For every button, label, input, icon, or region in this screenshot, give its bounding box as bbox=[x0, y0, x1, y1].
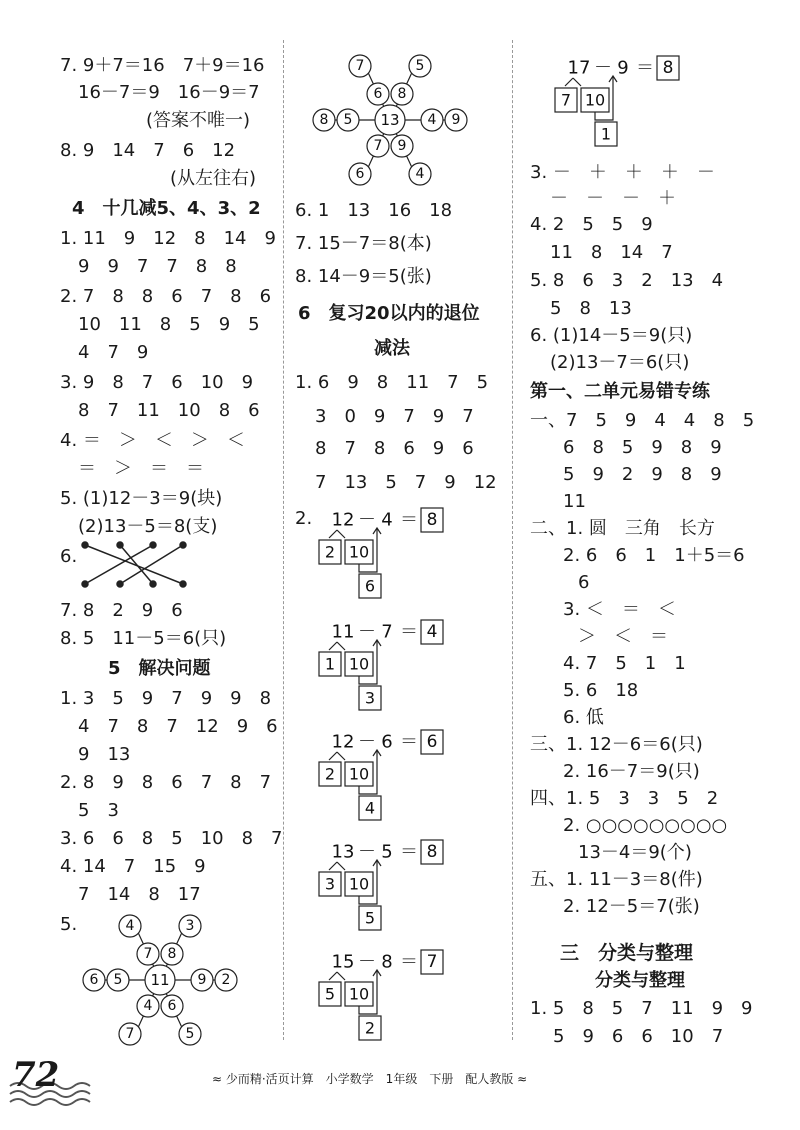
diagram-number: 11 bbox=[331, 621, 355, 643]
diagram-number: 5 bbox=[343, 112, 353, 128]
diagram-number: 7 bbox=[355, 58, 365, 74]
answer-line: 9 13 bbox=[78, 744, 131, 765]
page-footer bbox=[0, 1052, 800, 1112]
equals-sign: ＝ bbox=[400, 621, 418, 643]
answer-line: 4. 14 7 15 9 bbox=[60, 856, 206, 877]
diagram-number: 5 bbox=[381, 841, 393, 863]
diagram-number: 4 bbox=[143, 998, 153, 1014]
answer-line: 二、1. 圆 三角 长方 bbox=[530, 518, 715, 539]
answer-line: 7. 9＋7＝16 7＋9＝16 bbox=[60, 55, 265, 76]
diagram-number: 8 bbox=[426, 842, 438, 862]
answer-line: 4. 2 5 5 9 bbox=[530, 214, 653, 235]
diagram-number: 10 bbox=[348, 764, 370, 784]
answer-line: 7 13 5 7 9 12 bbox=[315, 472, 497, 493]
answer-line: 2. 16－7＝9(只) bbox=[563, 761, 700, 782]
diagram-number: 1 bbox=[600, 124, 612, 144]
diagram-number: 13 bbox=[380, 111, 400, 129]
answer-line: 5 8 13 bbox=[550, 298, 632, 319]
answer-line: 6 8 5 9 8 9 bbox=[563, 437, 722, 458]
answer-line: 7. 8 2 9 6 bbox=[60, 600, 183, 621]
diagram-number: 5 bbox=[415, 58, 425, 74]
answer-line: 7. 15－7＝8(本) bbox=[295, 233, 432, 254]
diagram-number: 6 bbox=[364, 576, 376, 596]
diagram-number: 3 bbox=[185, 918, 195, 934]
answer-line: 6. 1 13 16 18 bbox=[295, 200, 453, 221]
answer-line: 四、1. 5 3 3 5 2 bbox=[530, 788, 719, 809]
section-heading: 第一、二单元易错专练 bbox=[530, 381, 710, 402]
diagram-number: 3 bbox=[324, 874, 336, 894]
answer-line: (2)13－5＝8(支) bbox=[78, 516, 218, 537]
answer-line: 2. 8 9 8 6 7 8 7 bbox=[60, 772, 272, 793]
answer-line: 5 3 bbox=[78, 800, 119, 821]
diagram-number: 9 bbox=[397, 138, 407, 154]
diagram-number: 11 bbox=[150, 971, 170, 989]
diagram-number: 6 bbox=[381, 731, 393, 753]
equals-sign: ＝ bbox=[400, 509, 418, 531]
diagram-number: 10 bbox=[348, 654, 370, 674]
diagram-number: 7 bbox=[426, 952, 438, 972]
diagram-number: 12 bbox=[331, 509, 355, 531]
diagram-number: 9 bbox=[451, 112, 461, 128]
answer-line: 6. bbox=[60, 546, 78, 567]
diagram-number: 9 bbox=[617, 57, 629, 79]
diagram-number: 4 bbox=[415, 166, 425, 182]
matching-lines-diagram bbox=[75, 540, 195, 590]
equals-sign: ＝ bbox=[400, 951, 418, 973]
answer-line: 2. 12－5＝7(张) bbox=[563, 896, 700, 917]
diagram-number: 3 bbox=[364, 688, 376, 708]
answer-line: 3 0 9 7 9 7 bbox=[315, 406, 474, 427]
section-heading: 分类与整理 bbox=[595, 970, 685, 991]
diagram-number: 8 bbox=[397, 86, 407, 102]
answer-line: 8 7 8 6 9 6 bbox=[315, 438, 474, 459]
answer-line: 2. ○○○○○○○○○ bbox=[563, 815, 728, 836]
answer-line: 16－7＝9 16－9＝7 bbox=[78, 82, 260, 103]
unit-heading: 三 分类与整理 bbox=[560, 942, 694, 964]
answer-line: 13－4＝9(个) bbox=[578, 842, 692, 863]
answer-line: ＝ ＞ ＝ ＝ bbox=[78, 458, 204, 479]
answer-line: 3. － ＋ ＋ ＋ － bbox=[530, 162, 715, 183]
diagram-number: 10 bbox=[348, 984, 370, 1004]
answer-line: 11 bbox=[563, 491, 586, 512]
answer-line: 5. bbox=[60, 914, 78, 935]
answer-line: 8. 5 11－5＝6(只) bbox=[60, 628, 227, 649]
diagram-number: 8 bbox=[426, 510, 438, 530]
diagram-number: 4 bbox=[364, 798, 376, 818]
diagram-number: 4 bbox=[426, 622, 438, 642]
diagram-number: 6 bbox=[373, 86, 383, 102]
diagram-number: 9 bbox=[197, 972, 207, 988]
diagram-number: 5 bbox=[364, 908, 376, 928]
answer-line: 8. 14－9＝5(张) bbox=[295, 266, 432, 287]
answer-line: 4 7 9 bbox=[78, 342, 149, 363]
diagram-number: 4 bbox=[381, 509, 393, 531]
answer-line: 三、1. 12－6＝6(只) bbox=[530, 734, 703, 755]
answer-line: 2. bbox=[295, 508, 313, 529]
page-number: 72 bbox=[12, 1055, 60, 1095]
answer-line: 1. 6 9 8 11 7 5 bbox=[295, 372, 489, 393]
column-divider bbox=[512, 40, 513, 1040]
number-flower-diagram bbox=[310, 50, 470, 190]
answer-line: 6 bbox=[578, 572, 590, 593]
diagram-number: 10 bbox=[584, 90, 606, 110]
answer-line: 2. 7 8 8 6 7 8 6 bbox=[60, 286, 272, 307]
note: (答案不唯一) bbox=[146, 110, 251, 131]
diagram-number: 4 bbox=[427, 112, 437, 128]
answer-line: 5. 8 6 3 2 13 4 bbox=[530, 270, 724, 291]
diagram-number: 7 bbox=[125, 1026, 135, 1042]
diagram-number: 10 bbox=[348, 874, 370, 894]
diagram-number: 13 bbox=[331, 841, 355, 863]
diagram-number: 1 bbox=[324, 654, 336, 674]
diagram-number: 15 bbox=[331, 951, 355, 973]
number-flower-diagram bbox=[80, 910, 240, 1050]
answer-line: 5. 6 18 bbox=[563, 680, 639, 701]
answer-line: 3. 9 8 7 6 10 9 bbox=[60, 372, 254, 393]
diagram-number: 17 bbox=[567, 57, 591, 79]
answer-line: － － － ＋ bbox=[550, 188, 676, 209]
subtraction-diagram bbox=[315, 506, 455, 606]
answer-line: 11 8 14 7 bbox=[550, 242, 673, 263]
answer-line: 3. ＜ ＝ ＜ bbox=[563, 599, 676, 620]
answer-line: 4 7 8 7 12 9 6 bbox=[78, 716, 278, 737]
answer-line: 10 11 8 5 9 5 bbox=[78, 314, 260, 335]
diagram-number: 6 bbox=[355, 166, 365, 182]
diagram-number: 7 bbox=[143, 946, 153, 962]
footer-text: ≈ 少而精·活页计算 小学数学 1年级 下册 配人教版 ≈ bbox=[212, 1072, 528, 1086]
answer-line: 6. (1)14－5＝9(只) bbox=[530, 325, 693, 346]
minus-sign: － bbox=[358, 621, 376, 643]
section-heading: 4 十几减5、4、3、2 bbox=[72, 198, 261, 219]
diagram-number: 12 bbox=[331, 731, 355, 753]
answer-line: 5. (1)12－3＝9(块) bbox=[60, 488, 223, 509]
minus-sign: － bbox=[358, 951, 376, 973]
answer-line: 3. 6 6 8 5 10 8 7 bbox=[60, 828, 283, 849]
diagram-number: 5 bbox=[113, 972, 123, 988]
diagram-number: 7 bbox=[381, 621, 393, 643]
answer-line: 4. ＝ ＞ ＜ ＞ ＜ bbox=[60, 430, 245, 451]
answer-line: 7 14 8 17 bbox=[78, 884, 201, 905]
answer-line: 8 7 11 10 8 6 bbox=[78, 400, 260, 421]
equals-sign: ＝ bbox=[400, 731, 418, 753]
section-heading: 5 解决问题 bbox=[108, 658, 211, 679]
minus-sign: － bbox=[358, 731, 376, 753]
equals-sign: ＝ bbox=[636, 57, 654, 79]
answer-line: 1. 3 5 9 7 9 9 8 bbox=[60, 688, 272, 709]
subtraction-diagram bbox=[315, 618, 455, 718]
answer-line: (2)13－7＝6(只) bbox=[550, 352, 690, 373]
answer-line: 8. 9 14 7 6 12 bbox=[60, 140, 236, 161]
minus-sign: － bbox=[358, 841, 376, 863]
subtraction-diagram bbox=[315, 728, 455, 828]
diagram-number: 5 bbox=[324, 984, 336, 1004]
answer-line: 4. 7 5 1 1 bbox=[563, 653, 686, 674]
diagram-number: 2 bbox=[324, 764, 336, 784]
section-heading: 6 复习20以内的退位 bbox=[298, 303, 480, 324]
equals-sign: ＝ bbox=[400, 841, 418, 863]
answer-line: 一、7 5 9 4 4 8 5 bbox=[530, 410, 755, 431]
diagram-number: 7 bbox=[373, 138, 383, 154]
diagram-number: 10 bbox=[348, 542, 370, 562]
diagram-number: 8 bbox=[319, 112, 329, 128]
diagram-number: 8 bbox=[381, 951, 393, 973]
answer-line: 1. 11 9 12 8 14 9 bbox=[60, 228, 276, 249]
subtraction-diagram bbox=[315, 838, 455, 938]
answer-line: 5 9 6 6 10 7 bbox=[553, 1026, 724, 1047]
answer-line: 2. 6 6 1 1＋5＝6 bbox=[563, 545, 745, 566]
diagram-number: 8 bbox=[167, 946, 177, 962]
minus-sign: － bbox=[594, 57, 612, 79]
answer-line: 5 9 2 9 8 9 bbox=[563, 464, 722, 485]
diagram-number: 4 bbox=[125, 918, 135, 934]
answer-line: 9 9 7 7 8 8 bbox=[78, 256, 237, 277]
answer-line: 五、1. 11－3＝8(件) bbox=[530, 869, 703, 890]
section-heading: 减法 bbox=[374, 338, 410, 359]
answer-line: 6. 低 bbox=[563, 707, 604, 728]
diagram-number: 2 bbox=[221, 972, 231, 988]
answer-line: 1. 5 8 5 7 11 9 9 bbox=[530, 998, 753, 1019]
subtraction-diagram bbox=[546, 54, 696, 154]
diagram-number: 7 bbox=[560, 90, 572, 110]
diagram-number: 6 bbox=[167, 998, 177, 1014]
diagram-number: 2 bbox=[364, 1018, 376, 1038]
diagram-number: 2 bbox=[324, 542, 336, 562]
diagram-number: 6 bbox=[89, 972, 99, 988]
diagram-number: 6 bbox=[426, 732, 438, 752]
answer-line: ＞ ＜ ＝ bbox=[578, 626, 668, 647]
minus-sign: － bbox=[358, 509, 376, 531]
column-divider bbox=[283, 40, 284, 1040]
subtraction-diagram bbox=[315, 948, 455, 1048]
note: (从左往右) bbox=[170, 168, 257, 189]
diagram-number: 5 bbox=[185, 1026, 195, 1042]
diagram-number: 8 bbox=[662, 58, 674, 78]
